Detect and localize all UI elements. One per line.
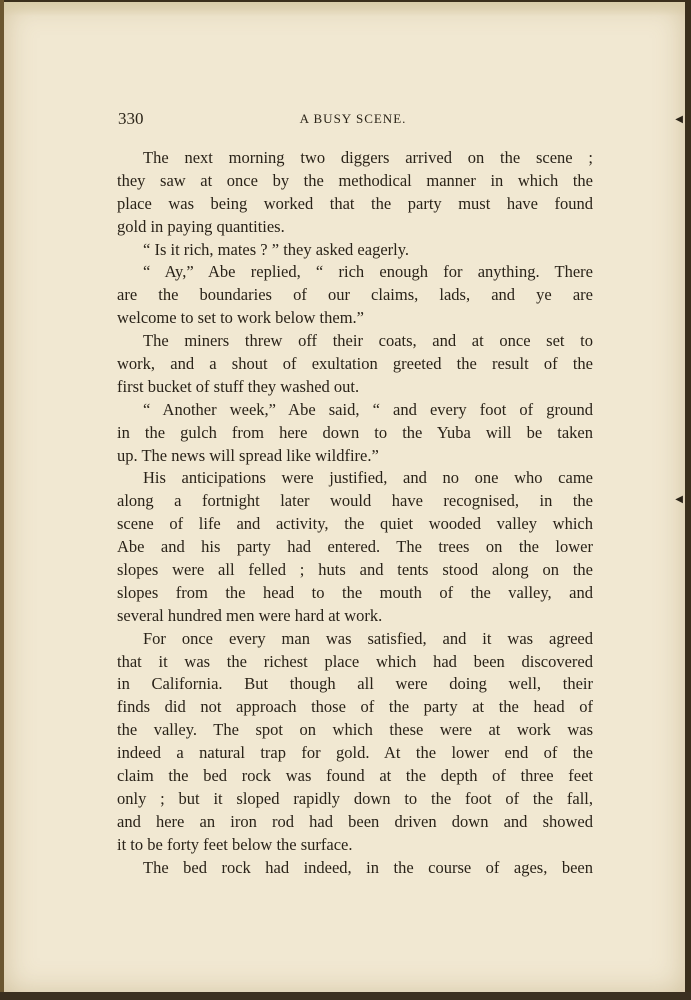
body-text bbox=[117, 147, 593, 880]
margin-mark-top: ◀ bbox=[675, 114, 683, 125]
text-line: His anticipations were justified, and no one who came bbox=[143, 468, 593, 488]
text-line: For once every man was satisfied, and it was agreed bbox=[143, 628, 593, 648]
text-line: slopes from the head to the mouth of the valley, and bbox=[117, 582, 593, 602]
book-page bbox=[4, 2, 685, 994]
text-line: first bucket of stuff they washed out. bbox=[117, 376, 360, 396]
page-header bbox=[118, 109, 598, 131]
margin-mark-middle: ◀ bbox=[675, 494, 683, 505]
text-line: gold in paying quantities. bbox=[117, 216, 285, 236]
text-line: claim the bed rock was found at the depth of three feet bbox=[117, 766, 593, 786]
text-line: only ; but it sloped rapidly down to the foot of the fall, bbox=[117, 788, 593, 808]
text-line: The bed rock had indeed, in the course of ages, been bbox=[143, 857, 593, 877]
text-line: “ Is it rich, mates ? ” they asked eagerly. bbox=[143, 239, 410, 259]
text-line: The next morning two diggers arrived on the scene ; bbox=[143, 148, 593, 167]
text-line: are the boundaries of our claims, lads, and ye are bbox=[117, 285, 593, 305]
text-line: “ Ay,” Abe replied, “ rich enough for anything. There bbox=[143, 262, 593, 282]
text-line: welcome to set to work below them.” bbox=[117, 308, 364, 328]
text-line: work, and a shout of exultation greeted the result of the bbox=[117, 354, 593, 374]
text-line: it to be forty feet below the surface. bbox=[117, 834, 353, 854]
text-line: “ Another week,” Abe said, “ and every foot of ground bbox=[143, 399, 593, 419]
running-head: A BUSY SCENE. bbox=[299, 111, 407, 126]
text-line: Abe and his party had entered. The trees on the lower bbox=[117, 537, 593, 557]
text-line: in California. But though all were doing well, their bbox=[117, 674, 593, 694]
text-line: several hundred men were hard at work. bbox=[117, 605, 383, 625]
text-line: and here an iron rod had been driven down and showed bbox=[117, 811, 593, 831]
text-line: The miners threw off their coats, and at once set to bbox=[143, 331, 593, 351]
text-line: they saw at once by the methodical manner in which the bbox=[117, 170, 593, 190]
text-line: along a fortnight later would have recognised, in the bbox=[117, 491, 593, 511]
text-line: indeed a natural trap for gold. At the lower end of the bbox=[117, 743, 593, 763]
text-line: finds did not approach those of the party at the head of bbox=[117, 697, 593, 717]
text-line: scene of life and activity, the quiet wooded valley which bbox=[117, 514, 593, 534]
text-line: place was being worked that the party must have found bbox=[117, 193, 593, 213]
page-top-shading bbox=[4, 2, 685, 16]
page-bottom-edge bbox=[0, 992, 691, 1000]
text-line: up. The news will spread like wildfire.” bbox=[117, 445, 379, 465]
text-line: the valley. The spot on which these were at work was bbox=[117, 720, 593, 740]
text-line: slopes were all felled ; huts and tents stood along on the bbox=[117, 560, 593, 580]
page-number: 330 bbox=[118, 109, 144, 128]
text-line: that it was the richest place which had been discovered bbox=[117, 651, 593, 671]
text-line: in the gulch from here down to the Yuba will be taken bbox=[117, 422, 593, 442]
